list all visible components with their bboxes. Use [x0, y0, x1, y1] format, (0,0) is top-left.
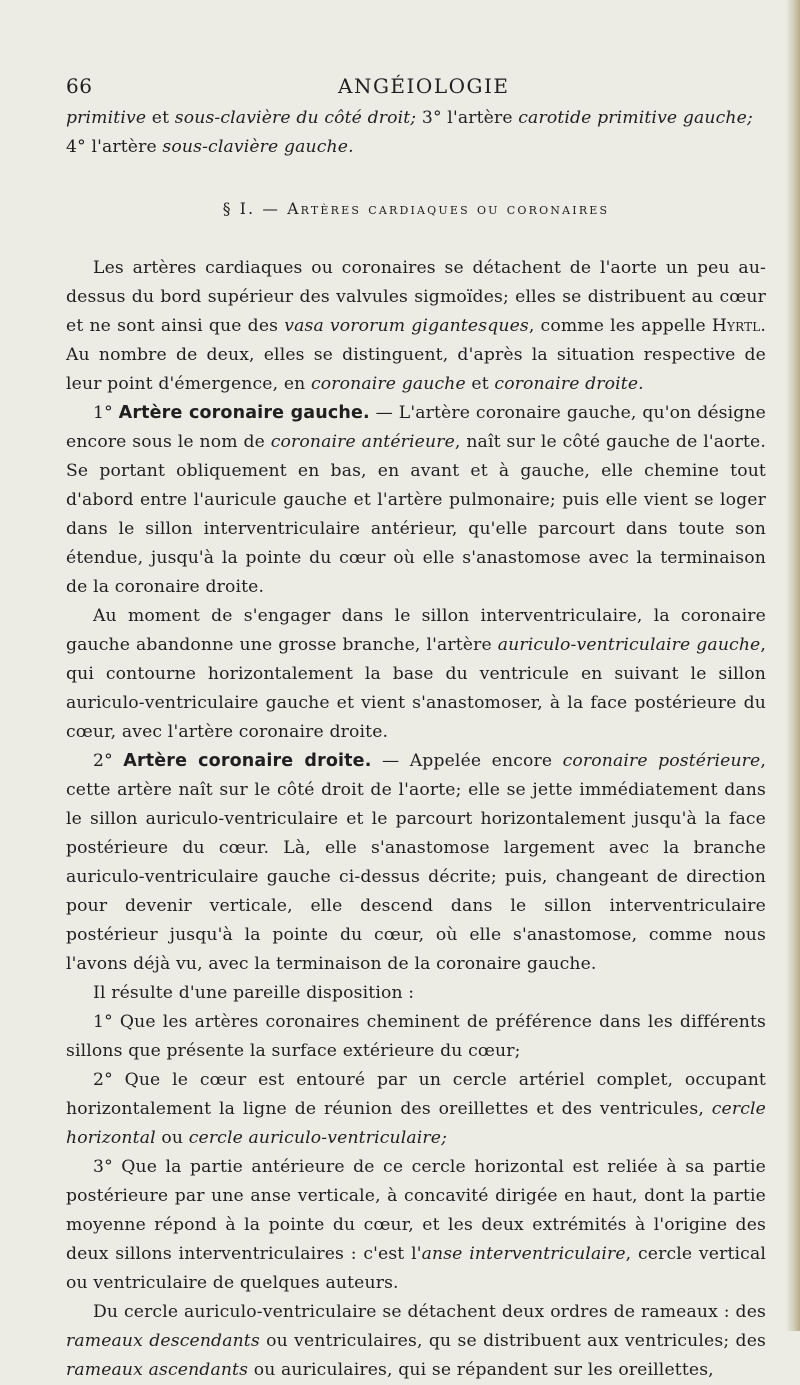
paragraph-text: et: [465, 374, 495, 394]
paragraph-text: 2° Que le cœur est entouré par un cercle artériel complet, occupant horizontalement la ligne de réunion des oreillettes et des ventricules,: [66, 1070, 766, 1119]
paragraph-italic: coronaire gauche: [311, 374, 466, 394]
intro-paragraph: [66, 104, 766, 162]
intro-text: primitive: [66, 108, 147, 128]
paragraph-text: ou: [155, 1128, 189, 1148]
paragraph-text: , cette artère naît sur le côté droit de l'aorte; elle se jette immédiatement dans le sillon auriculo-ventriculaire et le parcourt horizontalement jusqu'à la face postérieure du cœur. Là, elle s'anastomose largement avec la branche auriculo-ventriculaire gauche ci-dessus décrite; puis, changeant de direction pour devenir verticale, elle descend dans le sillon interventriculaire postérieur jusqu'à la pointe du cœur, où elle s'anastomose, comme nous l'avons déjà vu, avec la terminaison de la coronaire gauche.: [66, 751, 766, 974]
intro-text: 4° l'artère: [66, 137, 163, 157]
paragraph-coronary-intro: [66, 254, 766, 399]
item-number: 2°: [93, 751, 124, 771]
paragraph-text: 3° Que la partie antérieure de ce cercle horizontal est reliée à sa partie postérieure par une anse verticale, à concavité dirigée en haut, dont la partie moyenne répond à la pointe du cœur, et les deux extrémités à l'origine des deux sillons interventriculaires : c'est l': [66, 1157, 766, 1264]
running-head: [66, 74, 766, 102]
paragraph-italic: coronaire droite.: [494, 374, 644, 394]
paragraph-point-2: [66, 1066, 766, 1153]
intro-text: sous-clavière du côté droit;: [174, 108, 417, 128]
paragraph-italic: coronaire postérieure: [562, 751, 761, 771]
paragraph-text: ou auriculaires, qui se répandent sur les oreillettes,: [248, 1360, 714, 1380]
paragraph-italic: coronaire antérieure: [270, 432, 455, 452]
page-number: 66: [66, 74, 93, 98]
paragraph-left-coronary: [66, 399, 766, 602]
subheading-right-coronary: Artère coronaire droite.: [123, 751, 372, 771]
running-title: ANGÉIOLOGIE: [338, 74, 510, 98]
paragraph-text: , comme les appelle: [528, 316, 712, 336]
paragraph-text: Du cercle auriculo-ventriculaire se détachent deux ordres de rameaux : des: [93, 1302, 766, 1322]
paragraph-italic: rameaux ascendants: [66, 1360, 249, 1380]
paragraph-text: — L'artère coronaire gauche, qu'on désigne encore sous le nom de: [66, 403, 766, 452]
paragraph-text: , naît sur le côté gauche de l'aorte. Se portant obliquement en bas, en avant et à gauche, elle chemine tout d'abord entre l'auricule gauche et l'artère pulmonaire; puis elle vient se loger dans le sillon interventriculaire antérieur, qu'elle parcourt dans toute son étendue, jusqu'à la pointe du cœur où elle s'anastomose avec la terminaison de la coronaire droite.: [66, 432, 766, 597]
intro-text: et: [146, 108, 175, 128]
paragraph-branches: [66, 1298, 766, 1385]
paragraph-text: . Au nombre de deux, elles se distinguent, d'après la situation respective de leur point d'émergence, en: [66, 316, 766, 394]
paragraph-text: , cercle vertical ou ventriculaire de quelques auteurs.: [66, 1244, 766, 1293]
paragraph-italic: rameaux descendants: [66, 1331, 260, 1351]
page-body: [66, 104, 766, 1385]
paragraph-auriculo-ventricular: [66, 602, 766, 747]
paragraph-italic: cercle auriculo-ventriculaire;: [188, 1128, 448, 1148]
paragraph-text: , qui contourne horizontalement la base du ventricule en suivant le sillon auriculo-ventriculaire gauche et vient s'anastomoser, à la face postérieure du cœur, avec l'artère coronaire droite.: [66, 635, 766, 742]
paragraph-italic: vasa vororum gigantesques: [284, 316, 529, 336]
paragraph-result: Il résulte d'une pareille disposition :: [93, 983, 415, 1003]
intro-text: sous-clavière gauche.: [162, 137, 354, 157]
paragraph-italic: anse interventriculaire: [421, 1244, 626, 1264]
paragraph-right-coronary: [66, 747, 766, 979]
intro-text: 3° l'artère: [416, 108, 519, 128]
paragraph-point-1: 1° Que les artères coronaires cheminent de préférence dans les différents sillons que présente la surface extérieure du cœur;: [66, 1012, 766, 1061]
paragraph-text: ou ventriculaires, qu se distribuent aux ventricules; des: [259, 1331, 766, 1351]
item-number: 1°: [93, 403, 119, 423]
intro-text: carotide primitive gauche;: [518, 108, 753, 128]
paragraph-italic: auriculo-ventriculaire gauche: [497, 635, 761, 655]
page-edge-shadow: [786, 0, 800, 1331]
paragraph-text: Les artères cardiaques ou coronaires se détachent de l'aorte un peu au-dessus du bord supérieur des valvules sigmoïdes; elles se distribuent au cœur et ne sont ainsi que des: [66, 258, 766, 336]
paragraph-text: — Appelée encore: [371, 751, 563, 771]
section-title: § I. — Artères cardiaques ou coronaires: [222, 200, 610, 218]
paragraph-point-3: [66, 1153, 766, 1298]
author-name: Hyrtl: [711, 316, 761, 336]
subheading-left-coronary: Artère coronaire gauche.: [118, 403, 370, 423]
paragraph-italic: cercle horizontal: [66, 1099, 766, 1148]
paragraph-text: Au moment de s'engager dans le sillon interventriculaire, la coronaire gauche abandonne une grosse branche, l'artère: [66, 606, 766, 655]
